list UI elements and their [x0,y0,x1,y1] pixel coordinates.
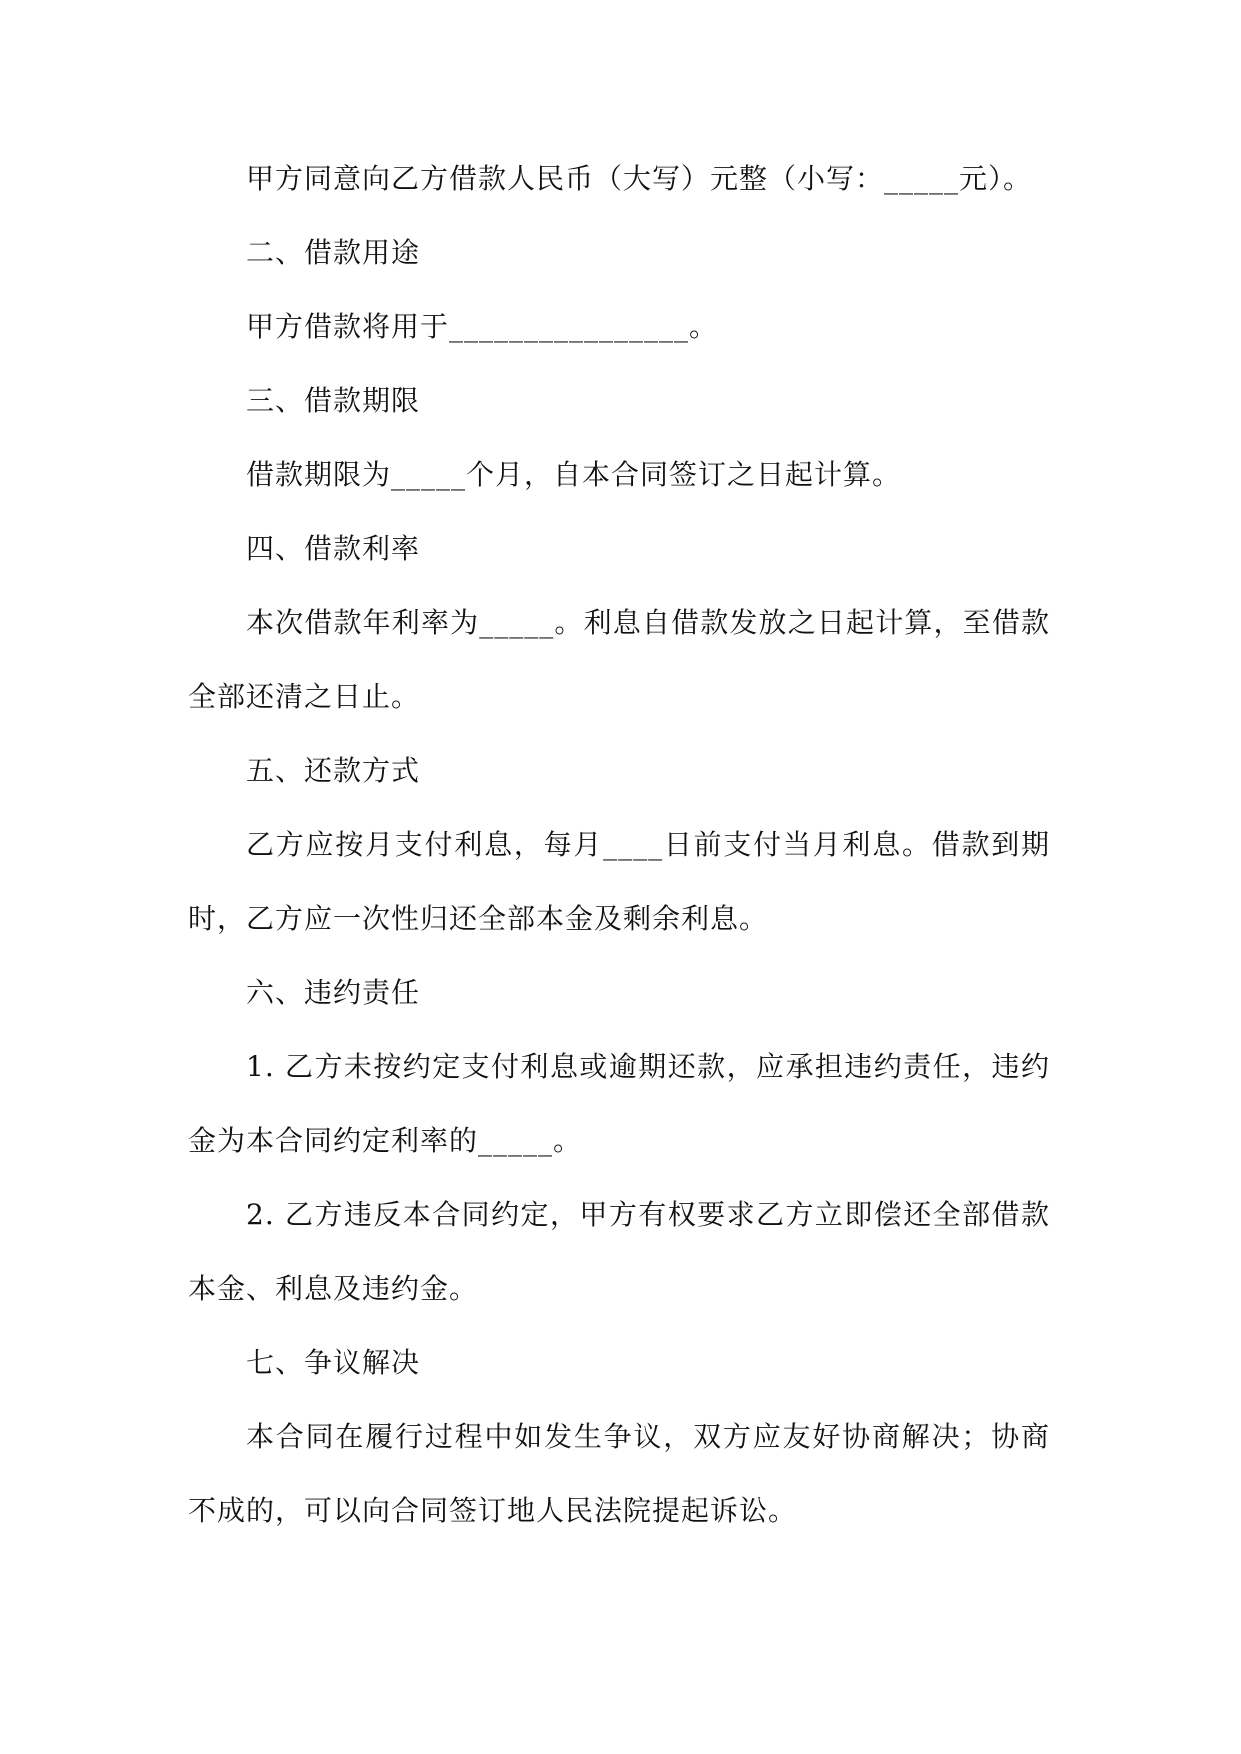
section-heading-interest-rate: 四、借款利率 [246,532,421,565]
section-heading-dispute: 七、争议解决 [246,1346,421,1379]
loan-amount-paragraph: 甲方同意向乙方借款人民币（大写）元整（小写：_____元）。 [246,162,1033,195]
dispute-resolution-paragraph: 本合同在履行过程中如发生争议，双方应友好协商解决；协商不成的，可以向合同签订地人民法院提起诉讼。 [188,1420,1050,1527]
loan-purpose-paragraph: 甲方借款将用于________________。 [246,310,719,343]
document-body [188,142,1050,1548]
interest-rate-paragraph: 本次借款年利率为_____。利息自借款发放之日起计算，至借款全部还清之日止。 [188,606,1050,713]
section-heading-loan-purpose: 二、借款用途 [246,236,421,269]
loan-term-paragraph: 借款期限为_____个月，自本合同签订之日起计算。 [246,458,902,491]
section-heading-breach: 六、违约责任 [246,976,421,1009]
section-heading-loan-term: 三、借款期限 [246,384,421,417]
breach-clause-1: 1. 乙方未按约定支付利息或逾期还款，应承担违约责任，违约金为本合同约定利率的_____。 [188,1050,1050,1157]
breach-clause-2: 2. 乙方违反本合同约定，甲方有权要求乙方立即偿还全部借款本金、利息及违约金。 [188,1198,1050,1305]
section-heading-repayment: 五、还款方式 [246,754,421,787]
repayment-paragraph: 乙方应按月支付利息，每月____日前支付当月利息。借款到期时，乙方应一次性归还全部本金及剩余利息。 [188,828,1050,935]
